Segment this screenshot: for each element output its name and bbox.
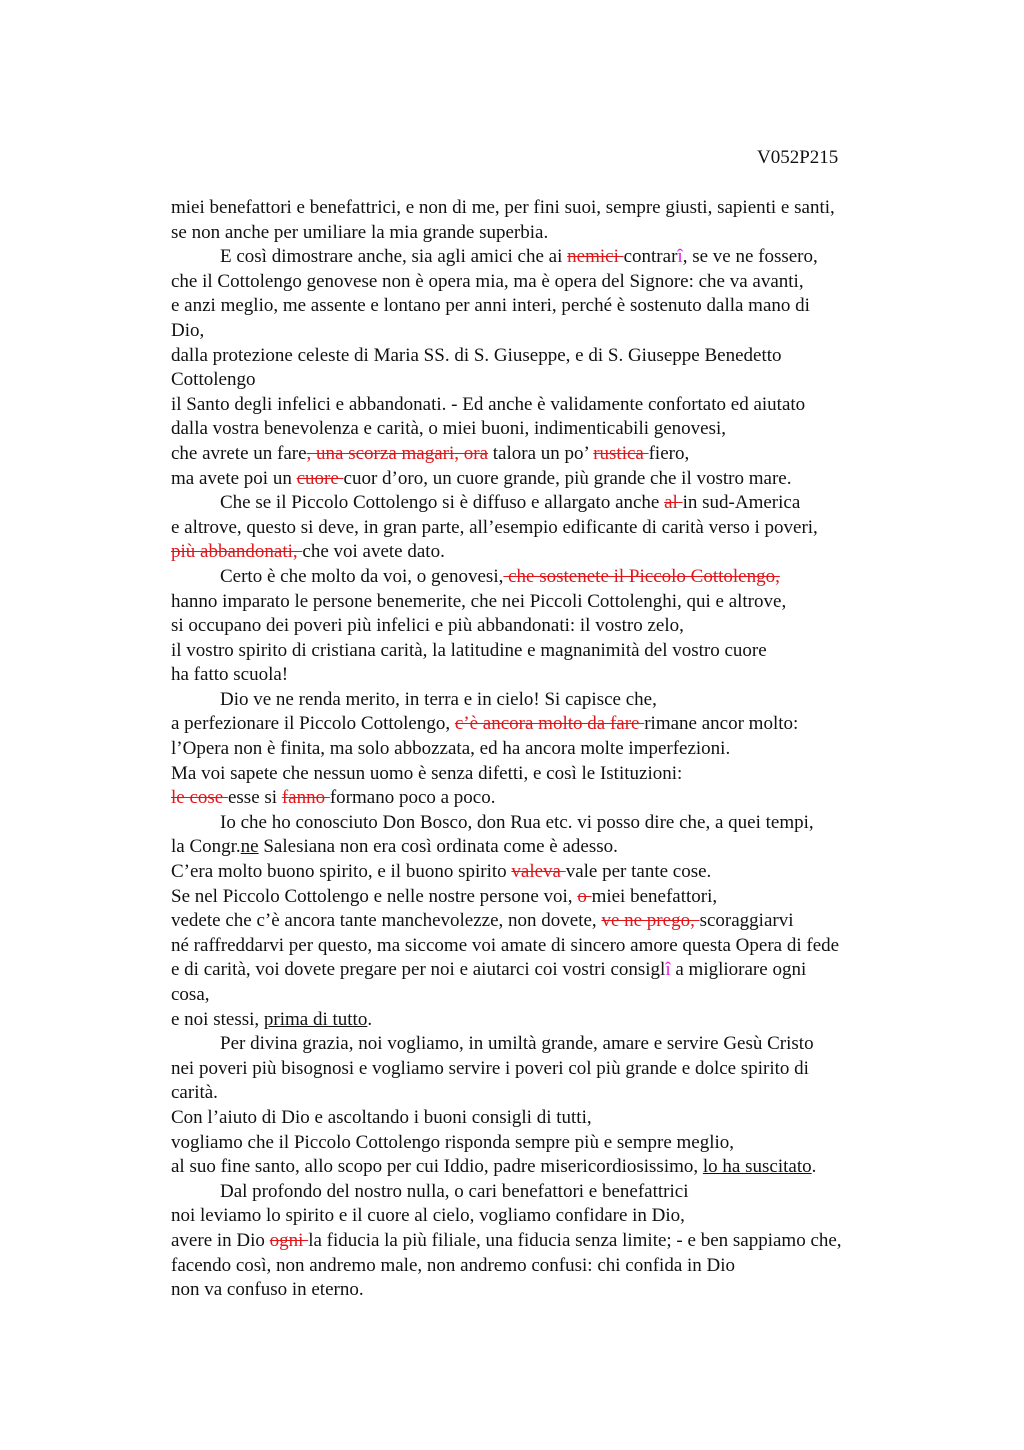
text-line (171, 762, 971, 787)
text-segment: Dio, (171, 319, 205, 341)
underlined-text: lo ha suscitato (702, 1156, 812, 1178)
text-segment: che voi avete dato. (302, 541, 445, 563)
text-line (171, 1081, 971, 1106)
text-segment: a migliorare ogni (670, 959, 807, 981)
text-line (171, 983, 971, 1008)
text-line (171, 811, 971, 836)
text-segment: noi leviamo lo spirito e il cuore al cielo, vogliamo confidare in Dio, (171, 1205, 685, 1227)
text-line (171, 319, 971, 344)
text-segment: . (367, 1008, 373, 1030)
text-line (171, 934, 971, 959)
text-segment: vogliamo che il Piccolo Cottolengo risponda sempre più e sempre meglio, (171, 1131, 735, 1153)
text-line (171, 1254, 971, 1279)
text-segment: hanno imparato le persone benemerite, che nei Piccoli Cottolenghi, qui e altrove, (171, 590, 787, 612)
text-segment: scoraggiarvi (699, 910, 794, 932)
text-segment: esse si (227, 787, 282, 809)
text-line (171, 663, 971, 688)
text-segment: nei poveri più bisognosi e vogliamo servire i poveri col più grande e dolce spirito di (171, 1057, 809, 1079)
deleted-text: valeva (511, 861, 566, 883)
text-segment: che il Cottolengo genovese non è opera mia, ma è opera del Signore: che va avanti, (171, 270, 804, 292)
deleted-text: c’è ancora molto da fare (454, 713, 645, 735)
text-segment: né raffreddarvi per questo, ma siccome voi amate di sincero amore questa Opera di fede (171, 934, 840, 956)
text-segment: il vostro spirito di cristiana carità, la latitudine e magnanimità del vostro cuore (171, 639, 767, 661)
deleted-text: le cose (171, 787, 228, 809)
text-line (171, 1032, 971, 1057)
text-line (171, 958, 971, 983)
text-line (171, 1204, 971, 1229)
text-segment: vedete che c’è ancora tante manchevolezze, non dovete, (171, 910, 602, 932)
text-segment: contrar (623, 246, 678, 268)
text-line (171, 1155, 971, 1180)
text-segment: e anzi meglio, me assente e lontano per anni interi, perché è sostenuto dalla mano di (171, 295, 810, 317)
text-segment: Io che ho conosciuto Don Bosco, don Rua etc. vi posso dire che, a quei tempi, (220, 811, 814, 833)
text-segment: al suo fine santo, allo scopo per cui Iddio, padre misericordiosissimo, (171, 1156, 703, 1178)
text-segment: e altrove, questo si deve, in gran parte, all’esempio edificante di carità verso i poveri, (171, 516, 818, 538)
text-line (171, 712, 971, 737)
text-line (171, 1131, 971, 1156)
text-segment: il Santo degli infelici e abbandonati. - Ed anche è validamente confortato ed aiutato (171, 393, 806, 415)
text-line (171, 1057, 971, 1082)
deleted-text: cuore (296, 467, 344, 489)
text-segment: dalla protezione celeste di Maria SS. di S. Giuseppe, e di S. Giuseppe Benedetto (171, 344, 782, 366)
deleted-text: ogni (269, 1229, 309, 1251)
text-line (171, 344, 971, 369)
deleted-text: nemici (567, 246, 624, 268)
text-line (171, 1180, 971, 1205)
text-segment: ma avete poi un (171, 467, 297, 489)
text-line (171, 442, 971, 467)
text-segment: la Congr. (171, 836, 241, 858)
text-segment: ha fatto scuola! (171, 664, 289, 686)
text-segment: Dal profondo del nostro nulla, o cari benefattori e benefattrici (220, 1180, 689, 1202)
text-line (171, 885, 971, 910)
deleted-text: , una scorza magari, ora (306, 442, 489, 464)
text-line (171, 294, 971, 319)
text-segment: l’Opera non è finita, ma solo abbozzata, ed ha ancora molte imperfezioni. (171, 738, 731, 760)
text-line (171, 467, 971, 492)
text-segment: fiero, (648, 442, 690, 464)
text-segment: formano poco a poco. (329, 787, 496, 809)
text-line (171, 639, 971, 664)
text-segment: Che se il Piccolo Cottolengo si è diffuso e allargato anche (220, 492, 665, 514)
text-line (171, 491, 971, 516)
text-segment: vale per tante cose. (565, 861, 712, 883)
text-segment: si occupano dei poveri più infelici e più abbandonati: il vostro zelo, (171, 615, 684, 637)
text-segment: Ma voi sapete che nessun uomo è senza difetti, e così le Istituzioni: (171, 762, 683, 784)
text-segment: talora un po’ (488, 442, 594, 464)
text-segment: Con l’aiuto di Dio e ascoltando i buoni consigli di tutti, (171, 1106, 592, 1128)
text-line (171, 270, 971, 295)
text-segment: avere in Dio (171, 1229, 270, 1251)
text-segment: se non anche per umiliare la mia grande superbia. (171, 221, 549, 243)
text-segment: miei benefattori e benefattrici, e non di me, per fini suoi, sempre giusti, sapienti e santi, (171, 197, 835, 218)
text-line (171, 1106, 971, 1131)
text-segment: C’era molto buono spirito, e il buono spirito (171, 861, 512, 883)
text-segment: Se nel Piccolo Cottolengo e nelle nostre persone voi, (171, 885, 578, 907)
text-segment: cosa, (171, 984, 210, 1005)
text-line (171, 368, 971, 393)
text-line (171, 540, 971, 565)
inserted-text: î (665, 959, 671, 981)
text-line (171, 417, 971, 442)
text-segment: non va confuso in eterno. (171, 1279, 364, 1301)
text-segment: Dio ve ne renda merito, in terra e in cielo! Si capisce che, (220, 688, 657, 710)
text-line (171, 393, 971, 418)
text-segment: Per divina grazia, noi vogliamo, in umiltà grande, amare e servire Gesù Cristo (220, 1033, 814, 1055)
text-line (171, 737, 971, 762)
text-line (171, 688, 971, 713)
text-segment: che avrete un fare (171, 442, 307, 464)
text-line (171, 1008, 971, 1033)
text-segment: dalla vostra benevolenza e carità, o miei buoni, indimenticabili genovesi, (171, 418, 727, 440)
page-id: V052P215 (757, 147, 839, 168)
text-line (171, 786, 971, 811)
deleted-text: più abbandonati, (171, 541, 303, 563)
text-line (171, 516, 971, 541)
text-segment: e noi stessi, (171, 1008, 264, 1030)
text-line (171, 1278, 971, 1303)
text-segment: a perfezionare il Piccolo Cottolengo, (171, 713, 455, 735)
deleted-text: fanno (281, 787, 330, 809)
text-line (171, 614, 971, 639)
underlined-text: ne (240, 836, 259, 858)
text-line (171, 909, 971, 934)
letter-body (171, 196, 971, 1303)
text-line (171, 860, 971, 885)
inserted-text: î (677, 246, 683, 268)
text-segment: rimane ancor molto: (644, 713, 799, 735)
text-segment: Cottolengo (171, 369, 256, 391)
text-segment: E così dimostrare anche, sia agli amici che ai (220, 246, 568, 268)
text-line (171, 565, 971, 590)
text-segment: Salesiana non era così ordinata come è adesso. (258, 836, 618, 858)
text-line (171, 245, 971, 270)
text-segment: carità. (171, 1082, 218, 1104)
text-line (171, 590, 971, 615)
text-line (171, 1229, 971, 1254)
deleted-text: al (664, 492, 683, 514)
text-segment: , se ve ne fossero, (682, 246, 818, 268)
text-segment: Certo è che molto da voi, o genovesi, (220, 565, 504, 587)
text-segment: miei benefattori, (591, 885, 718, 907)
text-segment: la fiducia la più filiale, una fiducia senza limite; - e ben sappiamo che, (308, 1229, 842, 1251)
deleted-text: che sostenete il Piccolo Cottolengo, (503, 565, 780, 587)
text-segment: in sud-America (682, 492, 801, 514)
text-line (171, 196, 971, 221)
text-segment: . (811, 1156, 817, 1178)
text-line (171, 221, 971, 246)
deleted-text: rustica (593, 442, 649, 464)
underlined-text: prima di tutto (263, 1008, 368, 1030)
text-segment: e di carità, voi dovete pregare per noi e aiutarci coi vostri consigl (171, 959, 666, 981)
deleted-text: o (577, 885, 592, 907)
text-line (171, 835, 971, 860)
deleted-text: ve ne prego, (601, 910, 700, 932)
text-segment: cuor d’oro, un cuore grande, più grande che il vostro mare. (343, 467, 792, 489)
text-segment: facendo così, non andremo male, non andremo confusi: chi confida in Dio (171, 1254, 736, 1276)
